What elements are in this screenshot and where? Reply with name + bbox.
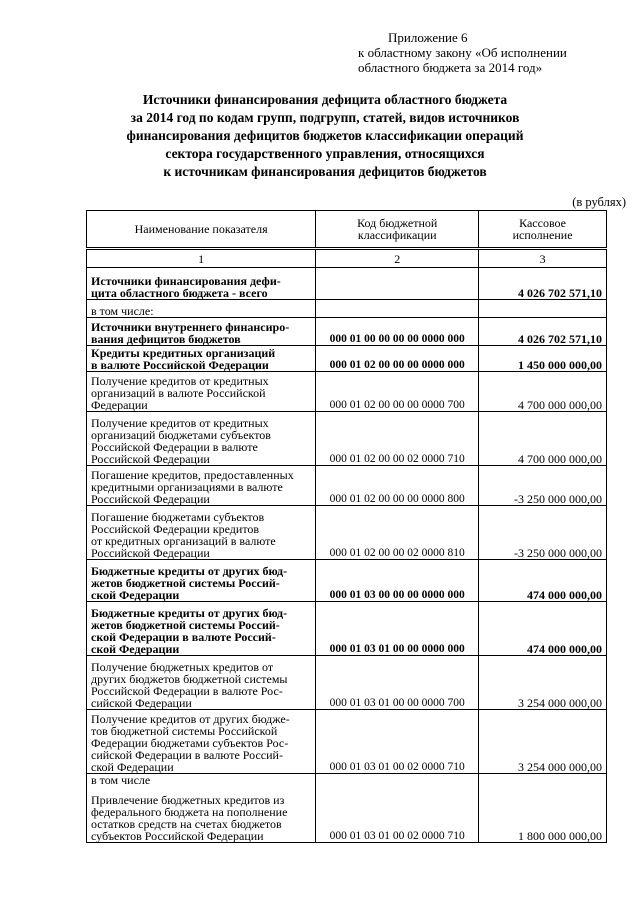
- cash-execution-amount: [479, 774, 607, 791]
- appendix-line: Приложение 6: [388, 30, 468, 45]
- indicator-name-line: сийской Федерации в валюте Россий-: [91, 748, 283, 762]
- indicator-name-line: Погашение бюджетами субъектов: [91, 510, 265, 524]
- indicator-name-line: Российской Федерации кредитов: [91, 522, 260, 536]
- indicator-name: [87, 372, 316, 412]
- document-title: [60, 91, 590, 181]
- appendix-note: [358, 30, 628, 75]
- indicator-name: [87, 346, 316, 372]
- cash-execution-amount: 3 254 000 000,00: [479, 656, 607, 710]
- budget-code: [316, 268, 479, 300]
- indicator-name-line: Российской Федерации в валюте: [91, 440, 258, 454]
- table-row: [87, 412, 607, 466]
- column-number: 2: [316, 249, 479, 268]
- indicator-name-line: Российской Федерации: [91, 452, 210, 466]
- indicator-name-line: в том числе:: [91, 304, 154, 318]
- sources-table: [86, 210, 607, 843]
- indicator-name-line: организаций бюджетами субъектов: [91, 428, 271, 442]
- header-name: Наименование показателя: [87, 211, 316, 249]
- indicator-name-line: цита областного бюджета - всего: [91, 286, 268, 300]
- indicator-name-line: Кредиты кредитных организаций: [91, 346, 276, 360]
- budget-code: 000 01 02 00 00 02 0000 810: [316, 506, 479, 560]
- table-row: [87, 372, 607, 412]
- indicator-name-line: Бюджетные кредиты от других бюд-: [91, 606, 288, 620]
- cash-execution-amount: 4 026 702 571,10: [479, 268, 607, 300]
- indicator-name-line: Источники внутреннего финансиро-: [91, 320, 290, 334]
- indicator-name-line: других бюджетов бюджетной системы: [91, 672, 288, 686]
- indicator-name-line: Погашение кредитов, предоставленных: [91, 468, 294, 482]
- header-code-line: классификации: [357, 228, 437, 242]
- indicator-name-line: от кредитных организаций в валюте: [91, 534, 276, 548]
- indicator-name-line: ской Федерации: [91, 588, 180, 602]
- indicator-name-line: ской Федерации: [91, 760, 174, 774]
- cash-execution-amount: -3 250 000 000,00: [479, 506, 607, 560]
- indicator-name-line: Российской Федерации: [91, 546, 210, 560]
- cash-execution-amount: 1 450 000 000,00: [479, 346, 607, 372]
- column-number: 3: [479, 249, 607, 268]
- indicator-name: [87, 791, 316, 843]
- budget-code: 000 01 02 00 00 02 0000 710: [316, 412, 479, 466]
- indicator-name-line: федерального бюджета на пополнение: [91, 805, 288, 819]
- title-line: Источники финансирования дефицита областного бюджета: [142, 92, 508, 107]
- budget-code: 000 01 03 01 00 02 0000 710: [316, 710, 479, 774]
- budget-code: 000 01 02 00 00 00 0000 800: [316, 466, 479, 506]
- table-row: [87, 560, 607, 602]
- table-header-row: [87, 211, 607, 249]
- indicator-name: [87, 318, 316, 346]
- indicator-name: [87, 602, 316, 656]
- budget-code: 000 01 03 01 00 02 0000 710: [316, 791, 479, 843]
- indicator-name-line: организаций в валюте Российской: [91, 386, 266, 400]
- cash-execution-amount: 4 700 000 000,00: [479, 372, 607, 412]
- table-row: [87, 268, 607, 300]
- indicator-name-line: субъектов Российской Федерации: [91, 829, 264, 843]
- indicator-name: [87, 506, 316, 560]
- indicator-name-line: ской Федерации: [91, 642, 180, 656]
- indicator-name-line: Получение кредитов от других бюдже-: [91, 712, 290, 726]
- indicator-name-line: тов бюджетной системы Российской: [91, 724, 278, 738]
- indicator-name: [87, 300, 316, 318]
- header-code: [316, 211, 479, 249]
- indicator-name-line: жетов бюджетной системы Россий-: [91, 618, 280, 632]
- cash-execution-amount: 1 800 000 000,00: [479, 791, 607, 843]
- table-row: [87, 710, 607, 774]
- units-note: (в рублях): [572, 195, 626, 209]
- indicator-name-line: Получение кредитов от кредитных: [91, 374, 269, 388]
- table-row: [87, 656, 607, 710]
- indicator-name-line: в валюте Российской Федерации: [91, 358, 269, 372]
- indicator-name: [87, 710, 316, 774]
- cash-execution-amount: 474 000 000,00: [479, 602, 607, 656]
- budget-code: 000 01 00 00 00 00 0000 000: [316, 318, 479, 346]
- title-line: за 2014 год по кодам групп, подгрупп, статей, видов источников: [130, 110, 520, 125]
- table-row: [87, 791, 607, 843]
- table-row: [87, 466, 607, 506]
- cash-execution-amount: 474 000 000,00: [479, 560, 607, 602]
- indicator-name: [87, 268, 316, 300]
- indicator-name-line: Источники финансирования дефи-: [91, 274, 281, 288]
- indicator-name-line: кредитными организациями в валюте: [91, 480, 283, 494]
- indicator-name: [87, 560, 316, 602]
- indicator-name-line: Российской Федерации в валюте Рос-: [91, 684, 283, 698]
- indicator-name-line: Получение бюджетных кредитов от: [91, 660, 274, 674]
- indicator-name-line: сийской Федерации: [91, 696, 192, 710]
- title-line: к источникам финансирования дефицитов бюджетов: [163, 164, 487, 179]
- cash-execution-amount: -3 250 000 000,00: [479, 466, 607, 506]
- indicator-name: [87, 412, 316, 466]
- indicator-name-line: остатков средств на счетах бюджетов: [91, 817, 282, 831]
- cash-execution-amount: 4 700 000 000,00: [479, 412, 607, 466]
- indicator-name: [87, 466, 316, 506]
- budget-code: 000 01 03 01 00 00 0000 700: [316, 656, 479, 710]
- budget-code: [316, 300, 479, 318]
- cash-execution-amount: [479, 300, 607, 318]
- indicator-name-line: Привлечение бюджетных кредитов из: [91, 793, 285, 807]
- title-line: сектора государственного управления, относящихся: [165, 146, 485, 161]
- cash-execution-amount: 4 026 702 571,10: [479, 318, 607, 346]
- table-row: [87, 602, 607, 656]
- indicator-name-line: Бюджетные кредиты от других бюд-: [91, 564, 288, 578]
- column-number: 1: [87, 249, 316, 268]
- indicator-name-line: жетов бюджетной системы Россий-: [91, 576, 280, 590]
- table-row: [87, 506, 607, 560]
- column-number-row: [87, 249, 607, 268]
- header-amount-line: Кассовое: [519, 216, 567, 230]
- table-row: [87, 300, 607, 318]
- table-row: [87, 318, 607, 346]
- indicator-name-line: ской Федерации в валюте Россий-: [91, 630, 276, 644]
- appendix-line: областного бюджета за 2014 год»: [358, 60, 543, 75]
- header-amount-line: исполнение: [512, 228, 573, 242]
- title-line: финансирования дефицитов бюджетов классификации операций: [126, 128, 524, 143]
- table-row: [87, 774, 607, 791]
- indicator-name-line: в том числе: [91, 773, 151, 787]
- budget-code: 000 01 03 01 00 00 0000 000: [316, 602, 479, 656]
- indicator-name: [87, 656, 316, 710]
- header-code-line: Код бюджетной: [357, 216, 438, 230]
- indicator-name-line: Федерации бюджетами субъектов Рос-: [91, 736, 289, 750]
- budget-code: 000 01 03 00 00 00 0000 000: [316, 560, 479, 602]
- header-amount: [479, 211, 607, 249]
- budget-code: 000 01 02 00 00 00 0000 000: [316, 346, 479, 372]
- budget-code: 000 01 02 00 00 00 0000 700: [316, 372, 479, 412]
- indicator-name-line: Российской Федерации: [91, 492, 210, 506]
- budget-code: [316, 774, 479, 791]
- appendix-line: к областному закону «Об исполнении: [358, 45, 567, 60]
- indicator-name-line: Получение кредитов от кредитных: [91, 416, 269, 430]
- table-row: [87, 346, 607, 372]
- indicator-name-line: вания дефицитов бюджетов: [91, 332, 241, 346]
- indicator-name-line: Федерации: [91, 398, 148, 412]
- indicator-name: [87, 774, 316, 791]
- cash-execution-amount: 3 254 000 000,00: [479, 710, 607, 774]
